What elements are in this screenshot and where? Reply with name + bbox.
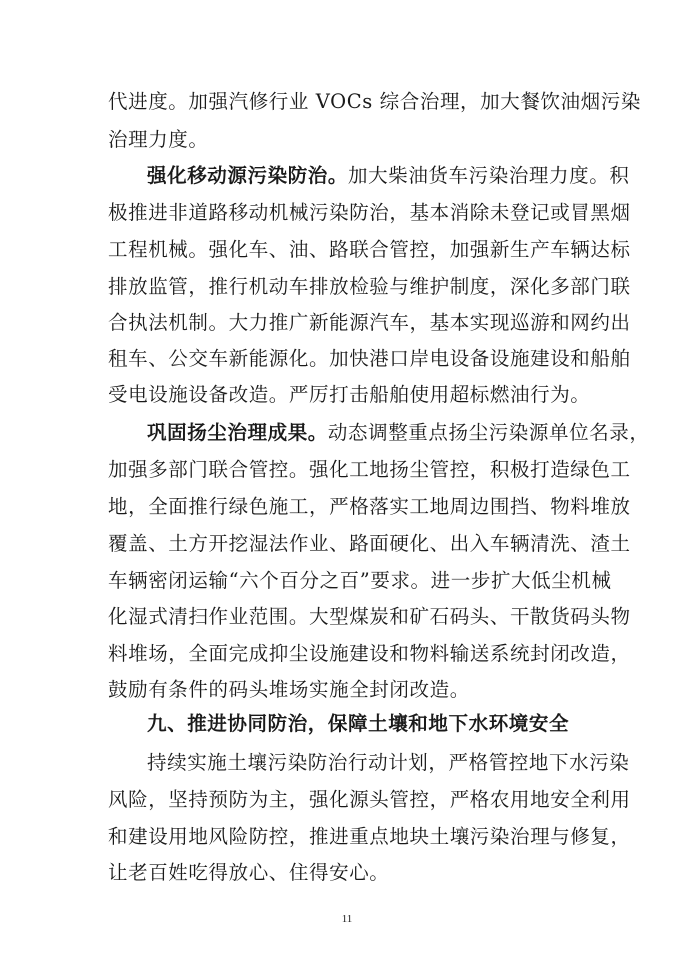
paragraph-line: 车辆密闭运输“六个百分之百”要求。进一步扩大低尘机械: [108, 569, 612, 592]
paragraph-line: 代进度。加强汽修行业 VOCs 综合治理，加大餐饮油烟污染: [108, 90, 641, 113]
paragraph-line: 极推进非道路移动机械污染防治，基本消除未登记或冒黑烟: [108, 201, 631, 224]
paragraph-line: 化湿式清扫作业范围。大型煤炭和矿石码头、干散货码头物: [108, 605, 631, 628]
paragraph-line: 工程机械。强化车、油、路联合管控，加强新生产车辆达标: [108, 238, 631, 261]
paragraph-line: 排放监管，推行机动车排放检验与维护制度，深化多部门联: [108, 275, 631, 298]
page-number: 11: [341, 913, 353, 925]
paragraph-heading: 巩固扬尘治理成果。: [147, 421, 328, 444]
paragraph-text: 动态调整重点扬尘污染源单位名录，: [327, 421, 650, 444]
paragraph-line: 覆盖、土方开挖湿法作业、路面硬化、出入车辆清洗、渣土: [108, 532, 631, 555]
paragraph-line: 合执法机制。大力推广新能源汽车，基本实现巡游和网约出: [108, 311, 631, 334]
paragraph-text: 加大柴油货车污染治理力度。积: [348, 164, 630, 187]
paragraph-line: 让老百姓吃得放心、住得安心。: [108, 861, 390, 884]
section-heading: 九、推进协同防治，保障土壤和地下水环境安全: [147, 712, 570, 735]
paragraph-first-line: 持续实施土壤污染防治行动计划，严格管控地下水污染: [147, 751, 630, 774]
paragraph-first-line: [147, 164, 630, 188]
paragraph-line: 治理力度。: [108, 128, 209, 151]
paragraph-line: 受电设施设备改造。严厉打击船舶使用超标燃油行为。: [108, 383, 591, 406]
paragraph-line: 和建设用地风险防控，推进重点地块土壤污染治理与修复，: [108, 825, 631, 848]
paragraph-line: 风险，坚持预防为主，强化源头管控，严格农用地安全利用: [108, 788, 631, 811]
paragraph-line: 鼓励有条件的码头堆场实施全封闭改造。: [108, 678, 470, 701]
paragraph-line: 料堆场，全面完成抑尘设施建设和物料输送系统封闭改造，: [108, 642, 631, 665]
paragraph-line: 加强多部门联合管控。强化工地扬尘管控，积极打造绿色工: [108, 458, 631, 481]
paragraph-heading: 强化移动源污染防治。: [147, 164, 349, 187]
paragraph-first-line: [147, 421, 650, 445]
paragraph-line: 租车、公交车新能源化。加快港口岸电设备设施建设和船舶: [108, 347, 631, 370]
paragraph-line: 地，全面推行绿色施工，严格落实工地周边围挡、物料堆放: [108, 495, 631, 518]
